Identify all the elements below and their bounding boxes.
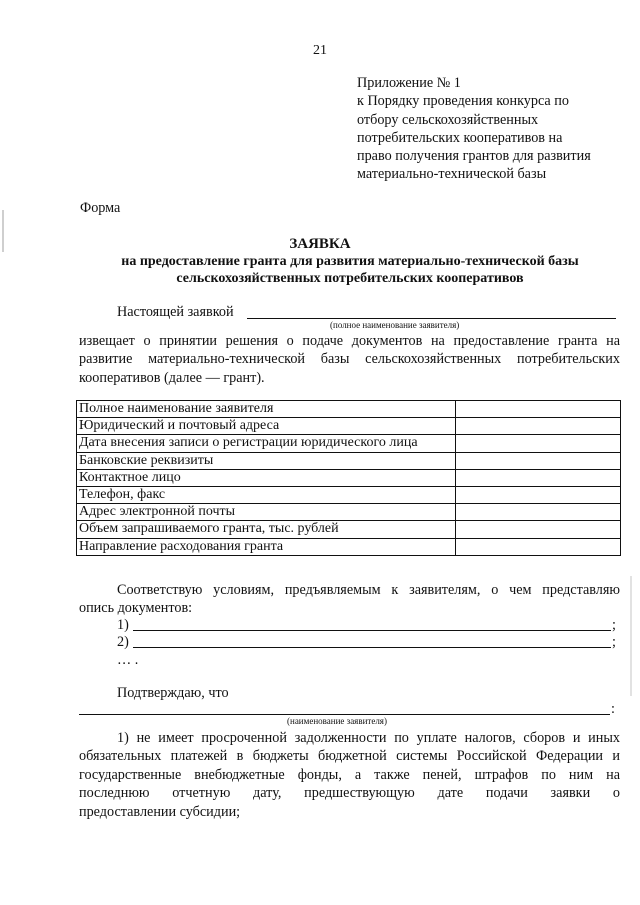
document-list-number: 2): [117, 634, 129, 650]
intro-line: извещает о принятии решения о подаче документов на предоставление гранта на: [79, 333, 620, 349]
table-row: [77, 452, 621, 469]
intro-line: развитие материально-технической базы сельскохозяйственных потребительских: [79, 351, 620, 368]
table-row: [77, 401, 621, 418]
confirm-applicant-blank[interactable]: [79, 702, 610, 715]
confirm-caption: (наименование заявителя): [287, 716, 387, 726]
document-list-end: ;: [612, 617, 616, 633]
intro-line: кооперативов (далее — грант).: [79, 369, 265, 386]
table-field-label: Направление расходования гранта: [77, 538, 456, 555]
appendix-line: отбору сельскохозяйственных: [357, 111, 539, 128]
table-field-value[interactable]: [456, 418, 621, 435]
document-list-end: ;: [612, 634, 616, 650]
table-row: [77, 418, 621, 435]
document-list-blank[interactable]: [133, 618, 611, 631]
clause-line: предоставлении субсидии;: [79, 803, 241, 820]
document-subtitle: [60, 253, 640, 287]
table-field-value[interactable]: [456, 469, 621, 486]
appendix-line: потребительских кооперативов на: [357, 129, 563, 146]
compliance-line: Соответствую условиям, предъявляемым к заявителям, о чем представляю: [117, 582, 620, 598]
form-label: Форма: [80, 200, 121, 216]
table-field-value[interactable]: [456, 504, 621, 521]
compliance-line: опись документов:: [79, 600, 193, 617]
table-field-value[interactable]: [456, 452, 621, 469]
table-field-label: Телефон, факс: [77, 486, 456, 503]
clause-line: государственные внебюджетные фонды, а также пеней, штрафов по ним на: [79, 766, 620, 783]
applicant-info-table: [76, 400, 621, 556]
table-field-value[interactable]: [456, 521, 621, 538]
table-field-value[interactable]: [456, 435, 621, 452]
table-field-label: Юридический и почтовый адреса: [77, 418, 456, 435]
scan-artifact: [630, 576, 632, 696]
table-field-label: Контактное лицо: [77, 469, 456, 486]
document-list-number: 1): [117, 617, 129, 633]
table-field-label: Объем запрашиваемого гранта, тыс. рублей: [77, 521, 456, 538]
clause-1-paragraph: [79, 729, 620, 821]
appendix-line: к Порядку проведения конкурса по: [357, 93, 569, 110]
clause-line: обязательных платежей в бюджеты бюджетной системы Российской Федерации и: [79, 748, 620, 765]
table-field-value[interactable]: [456, 538, 621, 555]
table-row: [77, 538, 621, 555]
table-row: [77, 435, 621, 452]
intro-prefix: Настоящей заявкой: [117, 304, 234, 320]
confirm-text: Подтверждаю, что: [117, 685, 229, 701]
clause-line: последнюю отчетную дату, предшествующую дате подачи заявки о: [79, 785, 620, 802]
table-field-value[interactable]: [456, 486, 621, 503]
document-list-ellipsis: … .: [117, 652, 139, 668]
clause-line: 1) не имеет просроченной задолженности по уплате налогов, сборов и иных: [117, 730, 620, 746]
document-list-blank[interactable]: [133, 635, 611, 648]
applicant-name-blank[interactable]: [247, 306, 616, 319]
page-number: 21: [313, 43, 327, 58]
intro-paragraph: [79, 332, 620, 387]
appendix-block: [357, 74, 591, 184]
table-field-label: Адрес электронной почты: [77, 504, 456, 521]
confirm-line-end: :: [611, 701, 615, 717]
subtitle-line: на предоставление гранта для развития материально-технической базы: [121, 254, 579, 269]
table-field-label: Полное наименование заявителя: [77, 401, 456, 418]
appendix-line: материально-технической базы: [357, 166, 547, 183]
appendix-line: право получения грантов для развития: [357, 148, 591, 165]
document-title: ЗАЯВКА: [289, 236, 351, 252]
subtitle-line: сельскохозяйственных потребительских кооперативов: [176, 271, 524, 286]
table-field-label: Банковские реквизиты: [77, 452, 456, 469]
appendix-line: Приложение № 1: [357, 75, 461, 91]
table-row: [77, 486, 621, 503]
compliance-paragraph: [79, 581, 620, 618]
table-row: [77, 521, 621, 538]
table-row: [77, 469, 621, 486]
applicant-name-caption: (полное наименование заявителя): [330, 320, 460, 330]
table-row: [77, 504, 621, 521]
table-field-label: Дата внесения записи о регистрации юридического лица: [77, 435, 456, 452]
table-field-value[interactable]: [456, 401, 621, 418]
